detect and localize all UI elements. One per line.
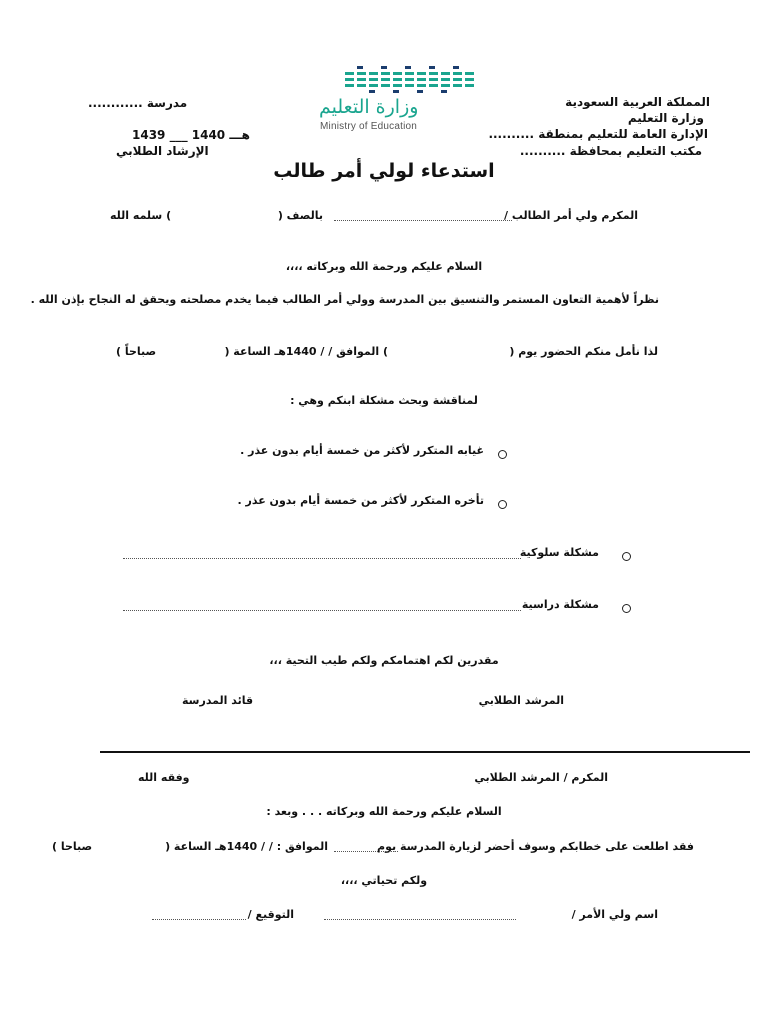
problem-3-field[interactable] <box>123 558 521 559</box>
ministry-label: وزارة التعليم <box>627 111 704 125</box>
problem-3-label: مشكلة سلوكية <box>519 546 599 559</box>
ministry-logo <box>305 58 485 138</box>
reply-blessing: وفقه الله <box>138 771 190 784</box>
reply-to: المكرم / المرشد الطلابي <box>474 771 608 784</box>
principal-signature: قائد المدرسة <box>182 694 254 707</box>
discuss-label: لمناقشة وبحث مشكلة ابنكم وهي : <box>290 394 478 407</box>
year-label: 1439 ___ 1440 هـــ <box>132 128 250 142</box>
reply-greeting: السلام عليكم ورحمة الله وبركاته . . . وبعد : <box>266 805 502 818</box>
problem-2-label: تأخره المتكرر لأكثر من خمسة أيام بدون عذر . <box>237 494 484 507</box>
greeting: السلام عليكم ورحمة الله وبركاته ،،،، <box>285 260 483 273</box>
school-label: مدرسة ............ <box>88 96 188 110</box>
class-label: بالصف ( <box>277 209 323 222</box>
closing-line: مقدرين لكم اهتمامكم ولكم طيب التحية ،،، <box>269 654 499 667</box>
logo-english: Ministry of Education <box>320 121 418 132</box>
signature-label: التوقيع / <box>247 908 294 921</box>
attendance-day-label: لذا نأمل منكم الحضور يوم ( <box>509 345 658 358</box>
attendance-morning: صباحاً ) <box>116 345 157 358</box>
counselor-signature: المرشد الطلابي <box>478 694 564 707</box>
logo-arabic: وزارة التعليم <box>319 96 419 118</box>
guardian-end: ) سلمه الله <box>110 209 172 222</box>
problem-3-radio[interactable] <box>622 552 631 561</box>
problem-4-radio[interactable] <box>622 604 631 613</box>
problem-1-radio[interactable] <box>498 450 507 459</box>
reply-day-field[interactable] <box>334 851 398 852</box>
reply-regards: ولكم تحياتي ،،،، <box>340 874 428 887</box>
problem-4-field[interactable] <box>123 610 521 611</box>
problem-4-label: مشكلة دراسية <box>521 598 599 611</box>
reply-body-date: الموافق : / / 1440هـ الساعة ( <box>165 840 328 853</box>
guidance-dept: الإرشاد الطلابي <box>116 144 209 158</box>
intro-paragraph: نظراً لأهمية التعاون المستمر والتنسيق بين المدرسة وولي أمر الطالب فيما يخدم مصلحته ويحقق له النجاح بإذن الله . <box>30 293 659 306</box>
reply-body-day: فقد اطلعت على خطابكم وسوف أحضر لزيارة المدرسة يوم <box>377 840 694 853</box>
attendance-date-label: ) الموافق / / 1440هـ الساعة ( <box>224 345 388 358</box>
admin-label: الإدارة العامة للتعليم بمنطقة .......... <box>488 127 708 141</box>
page-title: استدعاء لولي أمر طالب <box>273 160 495 182</box>
office-label: مكتب التعليم بمحافظة .......... <box>519 144 702 158</box>
guardian-name-field[interactable] <box>334 220 512 221</box>
reply-body-morning: صباحا ) <box>52 840 93 853</box>
problem-2-radio[interactable] <box>498 500 507 509</box>
signature-input[interactable] <box>152 919 246 920</box>
guardian-label: المكرم ولي أمر الطالب / <box>504 209 638 222</box>
section-divider <box>100 751 750 753</box>
kingdom-label: المملكة العربية السعودية <box>565 95 710 109</box>
logo-dots-icon <box>305 58 485 98</box>
guardian-name-input[interactable] <box>324 919 516 920</box>
problem-1-label: غيابه المتكرر لأكثر من خمسة أيام بدون عذر . <box>240 444 484 457</box>
guardian-name-label: اسم ولي الأمر / <box>571 908 658 921</box>
